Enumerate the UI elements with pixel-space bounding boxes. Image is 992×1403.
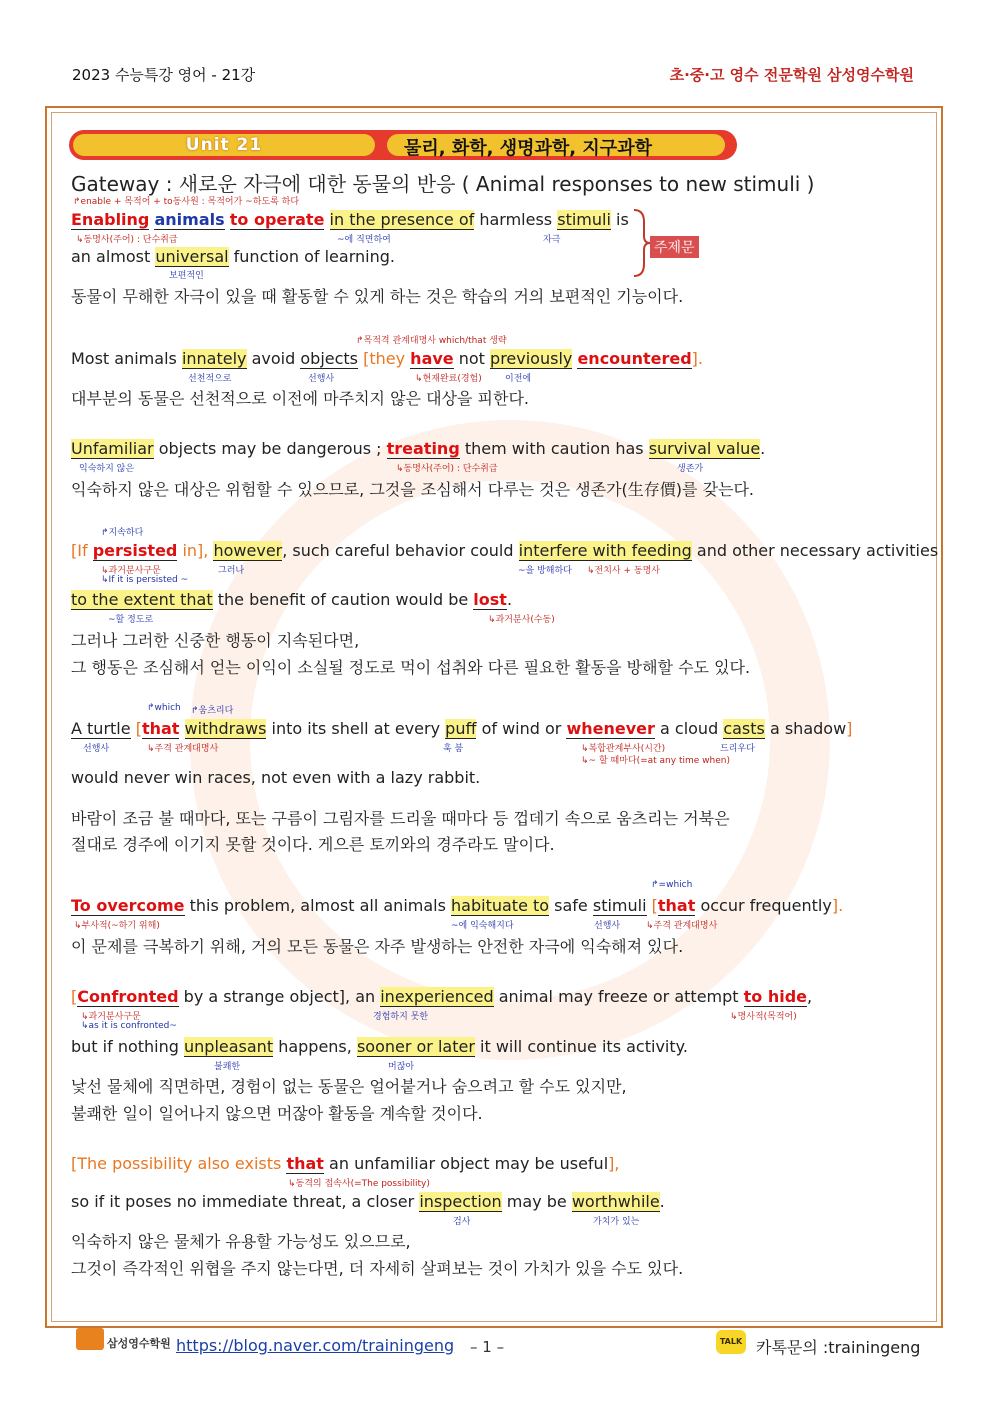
annotation: 자극 [543,235,561,245]
annotation: 가치가 있는 [593,1217,640,1227]
annotation: 검사 [453,1217,471,1227]
annotation: ↳전치사 + 동명사 [587,566,660,576]
blog-link[interactable]: https://blog.naver.com/trainingeng [176,1336,455,1355]
annotation: ↱=which [651,880,693,890]
gateway-title: Gateway : 새로운 자극에 대한 동물의 반응 ( Animal responses to new stimuli ) [71,172,815,196]
unit-label: Unit 21 [185,135,263,155]
annotation: ↱지속하다 [101,528,144,538]
sentence-3-translation: 익숙하지 않은 대상은 위험할 수 있으므로, 그것을 조심해서 다루는 것은 생존가(生存價)를 갖는다. [71,480,755,499]
annotation: ↳부사적(~하기 위해) [74,921,160,931]
sentence-4-line-1: [If persisted in], however, such careful behavior could interfere with feeding and other necessary activities [71,541,939,560]
kakaotalk-icon: TALK [716,1330,746,1354]
annotation: 생존가 [677,464,704,474]
annotation: ↳~ 할 때마다(=at any time when) [581,756,730,766]
annotation: ↱목적격 관계대명사 which/that 생략 [356,336,507,346]
annotation: ↳동격의 접속사(=The possibility) [288,1179,430,1189]
sentence-5-translation-1: 바람이 조금 불 때마다, 또는 구름이 그림자를 드리울 때마다 등 껍데기 속으로 움츠리는 거북은 [71,809,730,828]
footer-logo-text: 삼성영수학원 [107,1337,171,1350]
sentence-3: Unfamiliar objects may be dangerous ; treating them with caution has survival value. [71,439,766,458]
annotation: 경험하지 못한 [373,1012,429,1022]
annotation: 선행사 [83,744,110,754]
kakaotalk-contact: 카톡문의 :trainingeng [756,1338,921,1357]
annotation: ↳as it is confronted~ [81,1021,177,1031]
annotation: 훅 붐 [443,744,464,754]
annotation: ↳과거분사(수동) [488,615,555,625]
annotation: 선행사 [308,374,335,384]
sentence-7-line-2: but if nothing unpleasant happens, sooner or later it will continue its activity. [71,1037,688,1056]
theme-label: 주제문 [650,236,699,258]
sentence-4-line-2: to the extent that the benefit of caution would be lost. [71,590,513,609]
annotation: 머잖아 [388,1062,415,1072]
unit-topic: 물리, 화학, 생명과학, 지구과학 [404,138,652,159]
annotation: ~에 직면하여 [337,235,391,245]
sentence-8-line-2: so if it poses no immediate threat, a closer inspection may be worthwhile. [71,1192,665,1211]
sentence-5-line-1: A turtle [that withdraws into its shell at every puff of wind or whenever a cloud casts a shadow] [71,719,853,738]
sentence-4-translation-1: 그러나 그러한 신중한 행동이 지속된다면, [71,631,360,650]
header-academy: 초·중·고 영수 전문학원 삼성영수학원 [669,66,914,84]
annotation: ↳과거분사구문 [81,1012,141,1022]
sentence-2: Most animals innately avoid objects [they have not previously encountered]. [71,349,703,368]
annotation: 이전에 [505,374,532,384]
annotation: ↳If it is persisted ~ [101,575,189,585]
annotation: ↱enable + 목적어 + to동사원 : 목적어가 ~하도록 하다 [73,197,300,207]
annotation: ~을 방해하다 [518,566,572,576]
annotation: ↳과거분사구문 [101,566,161,576]
annotation: ↱움츠리다 [191,706,234,716]
brace-icon [630,208,652,278]
sentence-1-line-1: Enabling animals to operate in the presence of harmless stimuli is [71,210,629,229]
annotation: 불쾌한 [214,1062,241,1072]
sentence-4-translation-2: 그 행동은 조심해서 얻는 이익이 소실될 정도로 먹이 섭취와 다른 필요한 활동을 방해할 수도 있다. [71,658,751,677]
sentence-5-line-2: would never win races, not even with a lazy rabbit. [71,768,481,787]
sentence-7-line-1: [Confronted by a strange object], an inexperienced animal may freeze or attempt to hide, [71,987,813,1006]
sentence-6-translation: 이 문제를 극복하기 위해, 거의 모든 동물은 자주 발생하는 안전한 자극에 익숙해져 있다. [71,937,684,956]
annotation: 그러나 [218,566,245,576]
annotation: 드리우다 [720,744,755,754]
sentence-5-translation-2: 절대로 경주에 이기지 못할 것이다. 게으른 토끼와의 경주라도 말이다. [71,835,555,854]
page-number: – 1 – [470,1338,505,1356]
annotation: ↳동명사(주어) : 단수취급 [396,464,498,474]
annotation: ↳동명사(주어) : 단수취급 [76,235,178,245]
sentence-8-line-1: [The possibility also exists that an unfamiliar object may be useful], [71,1154,620,1173]
academy-logo-icon [76,1328,104,1350]
sentence-7-translation-2: 불쾌한 일이 일어나지 않으면 머잖아 활동을 계속할 것이다. [71,1104,483,1123]
annotation: 익숙하지 않은 [79,464,135,474]
header-title: 2023 수능특강 영어 - 21강 [72,66,256,84]
annotation: ↳현재완료(경험) [415,374,482,384]
annotation: 선행사 [594,921,621,931]
annotation: ↱which [147,703,181,713]
annotation: ↳복합관계부사(시간) [581,744,666,754]
sentence-1-translation: 동물이 무해한 자극이 있을 때 활동할 수 있게 하는 것은 학습의 거의 보편적인 기능이다. [71,287,684,306]
sentence-8-translation-2: 그것이 즉각적인 위협을 주지 않는다면, 더 자세히 살펴보는 것이 가치가 있을 수도 있다. [71,1259,684,1278]
annotation: ↳주격 관계대명사 [147,744,219,754]
annotation: 보편적인 [169,271,204,281]
annotation: ↳주격 관계대명사 [646,921,718,931]
annotation: ~에 익숙해지다 [451,921,514,931]
unit-banner [69,130,737,160]
sentence-1-line-2: an almost universal function of learning. [71,247,395,266]
sentence-7-translation-1: 낯선 물체에 직면하면, 경험이 없는 동물은 얼어붙거나 숨으려고 할 수도 있지만, [71,1077,627,1096]
annotation: 선천적으로 [188,374,232,384]
annotation: ~할 정도로 [108,615,154,625]
sentence-8-translation-1: 익숙하지 않은 물체가 유용할 가능성도 있으므로, [71,1232,411,1251]
sentence-2-translation: 대부분의 동물은 선천적으로 이전에 마주치지 않은 대상을 피한다. [71,389,530,408]
annotation: ↳명사적(목적어) [730,1012,797,1022]
sentence-6: To overcome this problem, almost all animals habituate to safe stimuli [that occur frequently]. [71,896,844,915]
